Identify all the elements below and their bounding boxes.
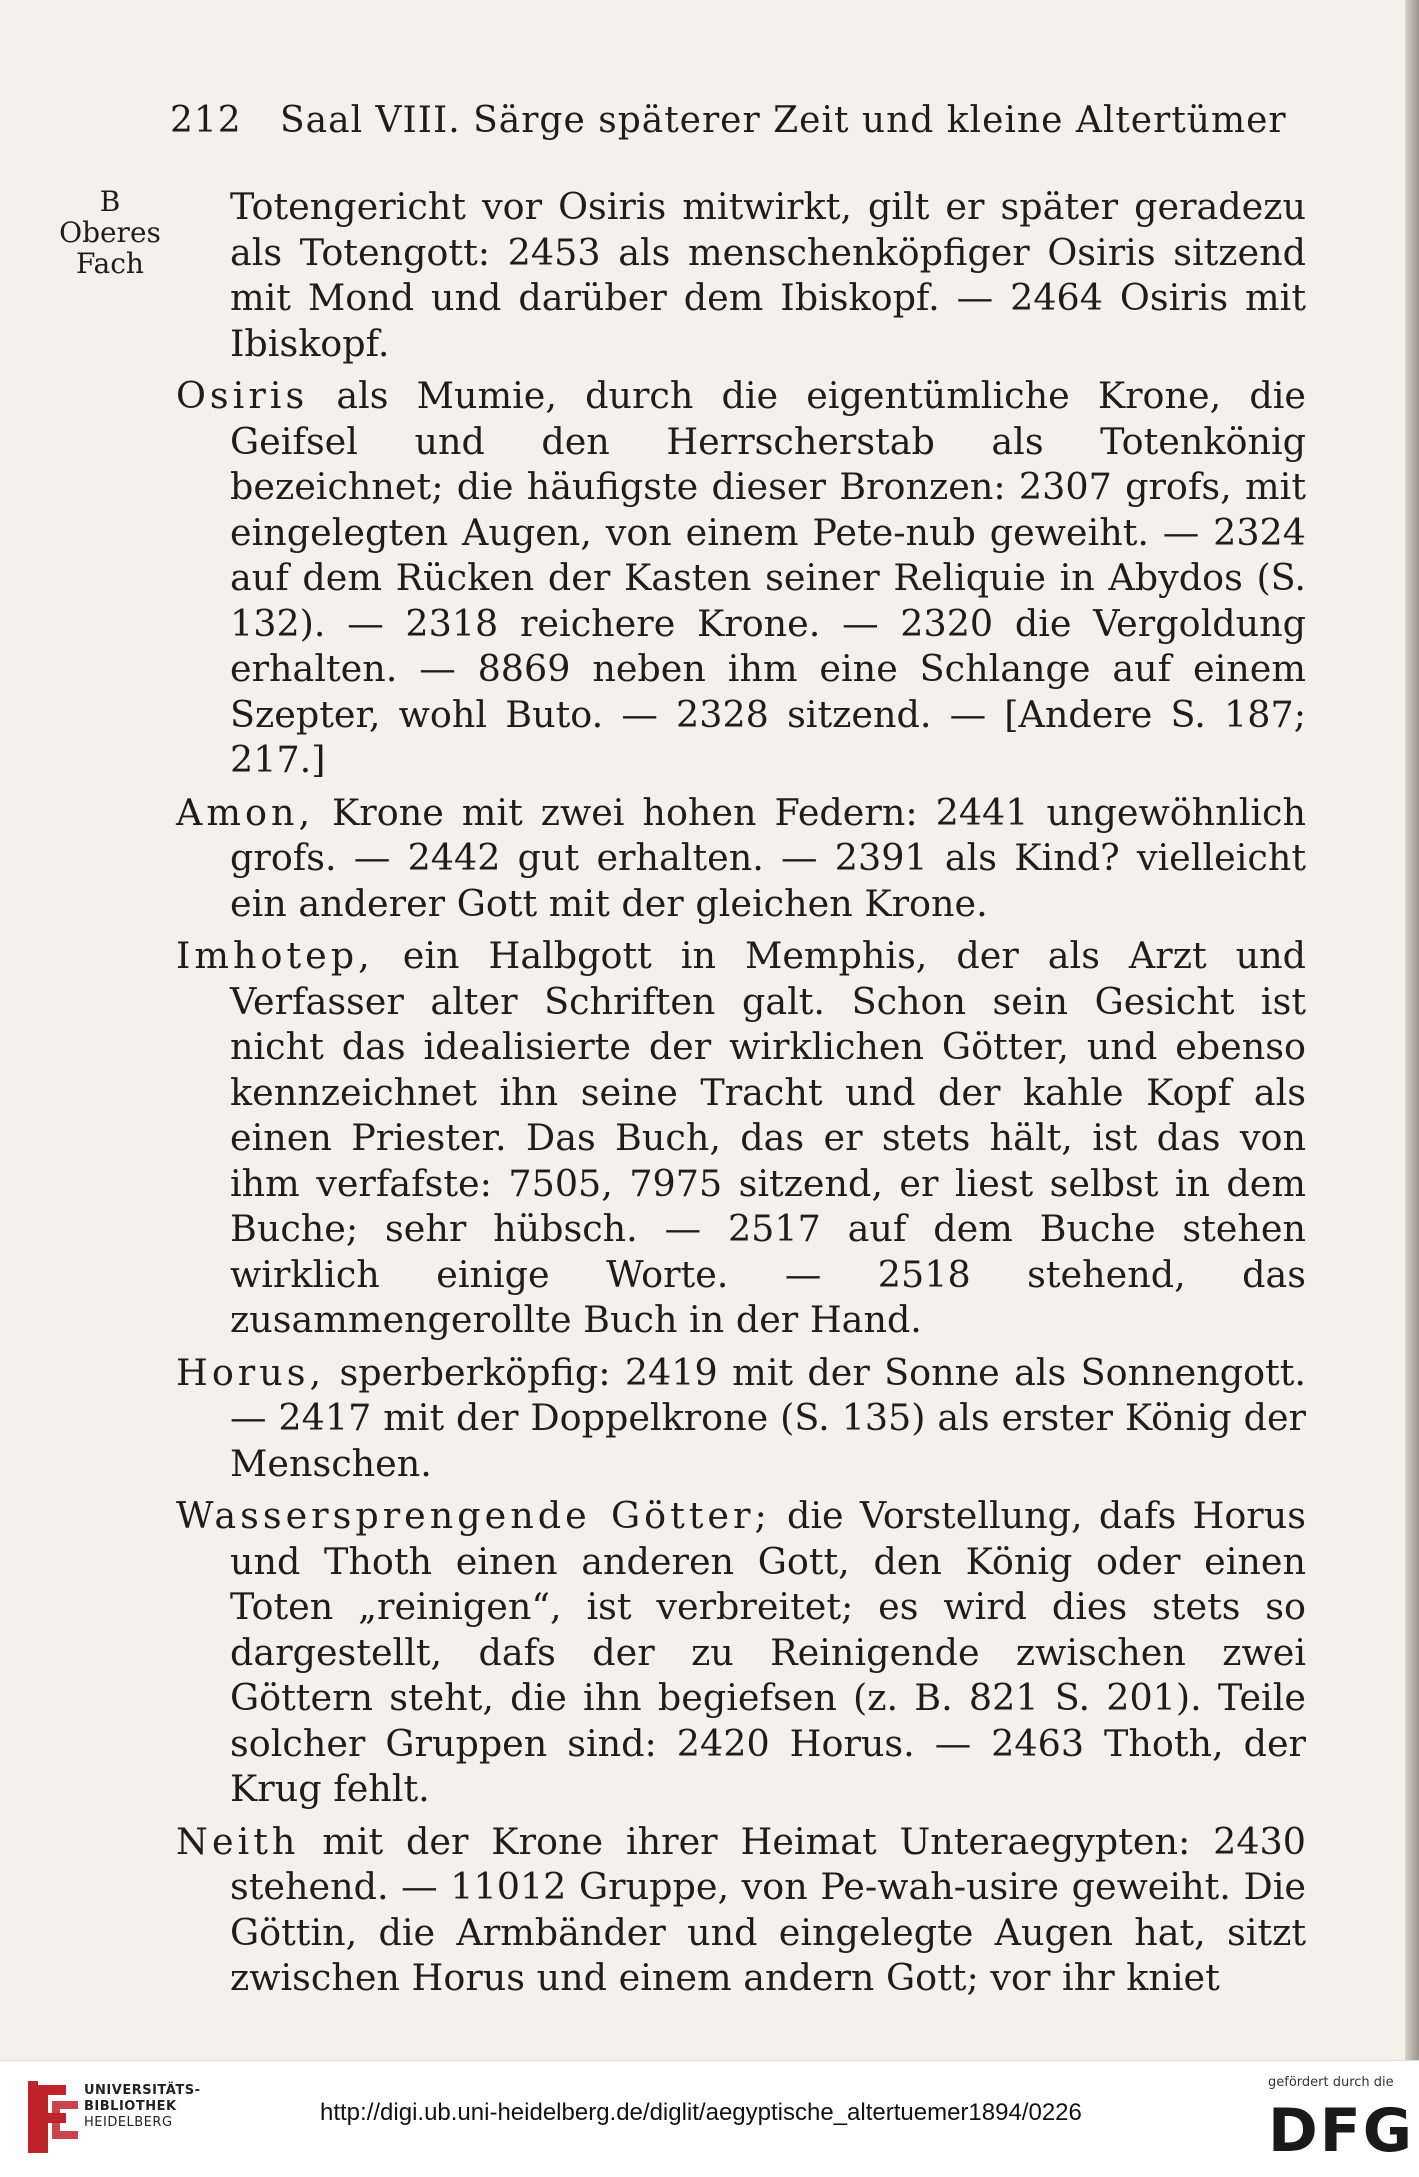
body-text [176, 184, 1306, 2008]
entry-text: ein Halbgott in Memphis, der als Arzt und Verfasser alter Schriften galt. Schon sein Gesicht ist nicht das idealisierte der wirklichen Götter, und ebenso kennzeichnet ihn seine Tracht und der kahle Kopf als einen Priester. Das Buch, das er stets hält, ist das von ihm verfafste: 7505, 7975 sitzend, er liest selbst in dem Buche; sehr hübsch. — 2517 auf dem Buche stehen wirklich einige Worte. — 2518 stehend, das zusammengerollte Buch in der Hand. [230, 934, 1306, 1341]
entry-text: die Vorstellung, dafs Horus und Thoth einen anderen Gott, den König oder einen Toten „reinigen“, ist verbreitet; es wird dies stets so dargestellt, dafs der zu Reinigende zwischen zwei Göttern steht, die ihn begiefsen (z. B. 821 S. 201). Teile solcher Gruppen sind: 2420 Horus. — 2463 Thoth, der Krug fehlt. [230, 1494, 1306, 1810]
entry-neith [176, 1819, 1306, 2001]
entry-text: Krone mit zwei hohen Federn: 2441 ungewöhnlich grofs. — 2442 gut erhalten. — 2391 als Kind? vielleicht ein anderer Gott mit der gleichen Krone. [230, 790, 1306, 925]
entry-lemma: Imhotep, [176, 934, 374, 977]
margin-note-line: Fach [76, 247, 144, 280]
running-title: Saal VIII. Särge späterer Zeit und kleine Altertümer [280, 100, 1287, 141]
entry-osiris [176, 373, 1306, 783]
library-name-line: UNIVERSITÄTS- [84, 2083, 201, 2098]
funding-label: gefördert durch die [1268, 2075, 1394, 2090]
entry-lemma: Horus, [176, 1350, 326, 1394]
library-name-line: HEIDELBERG [84, 2115, 173, 2130]
entry-amon [176, 790, 1306, 927]
margin-note [40, 186, 180, 279]
page-number: 212 [170, 100, 242, 141]
page-edge-shadow [1405, 0, 1419, 2060]
entry-imhotep [176, 933, 1306, 1343]
entry-text: als Mumie, durch die eigentümliche Krone, die Geifsel und den Herrscherstab als Totenkönig bezeichnet; die häufigste dieser Bronzen: 2307 grofs, mit eingelegten Augen, von einem Pete-nub geweiht. — 2324 auf dem Rücken der Kasten seiner Reliquie in Abydos (S. 132). — 2318 reichere Krone. — 2320 die Vergoldung erhalten. — 8869 neben ihm eine Schlange auf einem Szepter, wohl Buto. — 2328 sitzend. — [Andere S. 187; 217.] [230, 374, 1306, 781]
entry-text: sperberköpfig: 2419 mit der Sonne als Sonnengott. — 2417 mit der Doppelkrone (S. 135) als erster König der Menschen. [230, 1350, 1306, 1485]
entry-wassersprengende-goetter [176, 1493, 1306, 1812]
library-name-line: BIBLIOTHEK [84, 2099, 177, 2114]
running-head [170, 100, 1305, 141]
margin-note-letter: B [99, 185, 121, 218]
entry-text: Totengericht vor Osiris mitwirkt, gilt er später geradezu als Totengott: 2453 als menschenköpfiger Osiris sitzend mit Mond und darüber dem Ibiskopf. — 2464 Osiris mit Ibiskopf. [230, 185, 1306, 365]
entry-text: mit der Krone ihrer Heimat Unteraegypten: 2430 stehend. — 11012 Gruppe, von Pe-wah-usire geweiht. Die Göttin, die Armbänder und eingelegte Augen hat, sitzt zwischen Horus und einem andern Gott; vor ihr kniet [230, 1819, 1306, 1999]
permalink-url[interactable]: http://digi.ub.uni-heidelberg.de/diglit/aegyptische_altertuemer1894/0226 [320, 2099, 1082, 2126]
entry-lemma: Amon, [176, 790, 315, 834]
margin-note-line: Oberes [59, 216, 161, 249]
entry-lemma: Neith [176, 1819, 300, 1863]
paragraph-continuation [176, 184, 1306, 366]
dfg-logo: DFG [1268, 2096, 1415, 2166]
entry-lemma: Wassersprengende Götter; [176, 1494, 771, 1537]
university-library-name [84, 2083, 200, 2131]
entry-lemma: Osiris [176, 374, 309, 417]
viewer-footer [0, 2060, 1419, 2177]
entry-horus [176, 1350, 1306, 1487]
university-library-logo-icon [26, 2079, 82, 2155]
